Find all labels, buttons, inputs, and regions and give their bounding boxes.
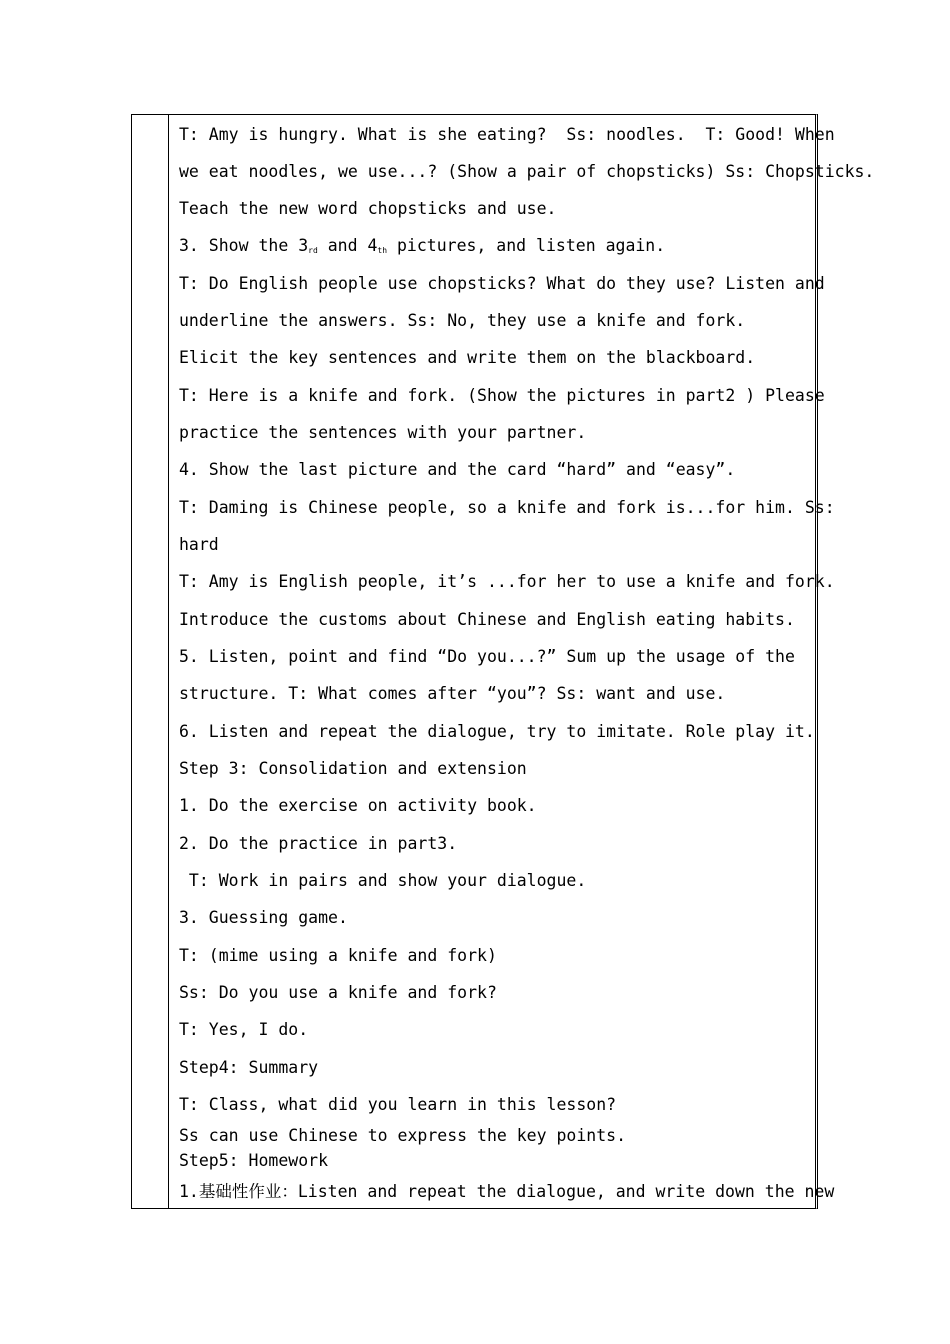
text-line: T: Daming is Chinese people, so a knife and fork is...for him. Ss: bbox=[179, 498, 835, 517]
text-line: T: (mime using a knife and fork) bbox=[179, 946, 497, 965]
text-line: 5. Listen, point and find “Do you...?” Sum up the usage of the bbox=[179, 647, 795, 666]
text-line: we eat noodles, we use...? (Show a pair of chopsticks) Ss: Chopsticks. bbox=[179, 162, 875, 181]
column-divider bbox=[168, 115, 169, 1208]
text-line: hard bbox=[179, 535, 219, 554]
text-segment: and 4 bbox=[317, 236, 378, 255]
text-line: Elicit the key sentences and write them on the blackboard. bbox=[179, 348, 756, 367]
text-line: structure. T: What comes after “you”? Ss: want and use. bbox=[179, 684, 726, 703]
text-line: T: Amy is English people, it’s ...for her to use a knife and fork. bbox=[179, 572, 835, 591]
text-line: practice the sentences with your partner. bbox=[179, 423, 587, 442]
text-line: T: Here is a knife and fork. (Show the pictures in part2 ) Please bbox=[179, 386, 825, 405]
section-heading: Step5: Homework bbox=[179, 1151, 329, 1170]
ordinal-suffix: th bbox=[377, 246, 388, 255]
text-line: 1. Do the exercise on activity book. bbox=[179, 796, 537, 815]
lesson-plan-table bbox=[131, 114, 875, 1209]
text-line: 1.基础性作业：Listen and repeat the dialogue, and write down the new bbox=[179, 1182, 835, 1201]
section-heading: Step 3: Consolidation and extension bbox=[179, 759, 527, 778]
text-line: Ss: Do you use a knife and fork? bbox=[179, 983, 497, 1002]
text-line: T: Yes, I do. bbox=[179, 1020, 309, 1039]
text-line: underline the answers. Ss: No, they use a knife and fork. bbox=[179, 311, 746, 330]
text-line: Teach the new word chopsticks and use. bbox=[179, 199, 557, 218]
text-line: 3. Guessing game. bbox=[179, 908, 348, 927]
text-line: 2. Do the practice in part3. bbox=[179, 834, 458, 853]
text-line: T: Class, what did you learn in this lesson? bbox=[179, 1095, 617, 1114]
text-line: T: Amy is hungry. What is she eating? Ss: noodles. T: Good! When bbox=[179, 125, 835, 144]
text-line: 6. Listen and repeat the dialogue, try to imitate. Role play it. bbox=[179, 722, 815, 741]
text-line: 4. Show the last picture and the card “hard” and “easy”. bbox=[179, 460, 736, 479]
ordinal-suffix: rd bbox=[308, 246, 318, 255]
text-segment: 3. Show the 3 bbox=[179, 236, 309, 255]
section-heading: Step4: Summary bbox=[179, 1058, 319, 1077]
lesson-content-cell bbox=[179, 115, 875, 1208]
text-line: Introduce the customs about Chinese and English eating habits. bbox=[179, 610, 795, 629]
text-line: T: Work in pairs and show your dialogue. bbox=[179, 871, 587, 890]
text-segment: pictures, and listen again. bbox=[387, 236, 666, 255]
text-line bbox=[179, 236, 665, 261]
text-line: Ss can use Chinese to express the key points. bbox=[179, 1126, 627, 1145]
text-line: T: Do English people use chopsticks? What do they use? Listen and bbox=[179, 274, 825, 293]
